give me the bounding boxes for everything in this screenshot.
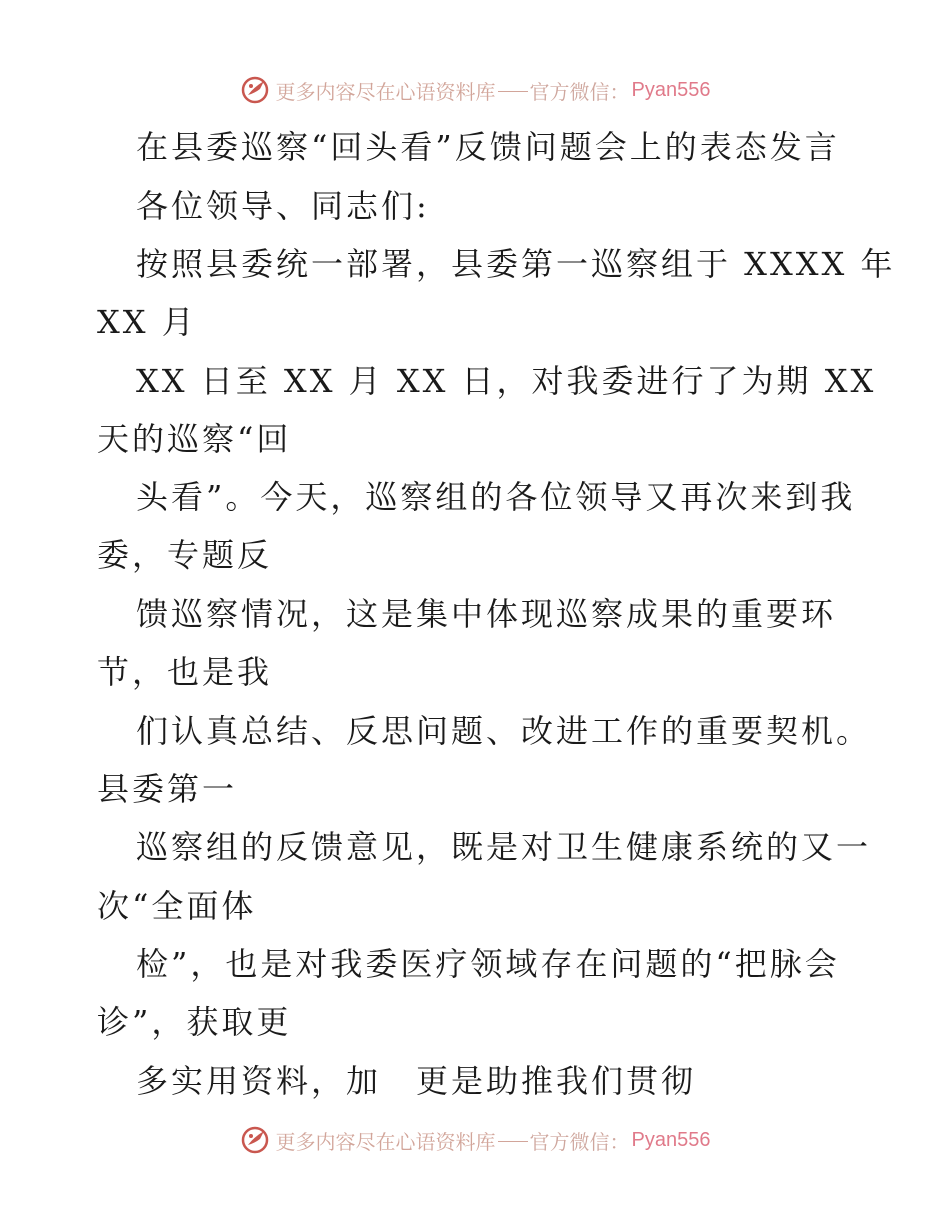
text-line: XX 月 xyxy=(97,303,197,341)
text-line: 诊”，获取更 xyxy=(97,1003,292,1041)
watermark-wechat-id: Pyan556 xyxy=(631,78,711,101)
salutation: 各位领导、同志们: xyxy=(136,187,430,225)
watermark-wechat-id: Pyan556 xyxy=(631,1128,711,1151)
brush-logo-icon xyxy=(240,75,270,105)
watermark-divider xyxy=(498,91,528,92)
header-watermark xyxy=(0,70,950,110)
text-line: 多实用资料，加 更是助推我们贯彻 xyxy=(136,1062,697,1100)
text-line: XX 日至 XX 月 XX 日，对我委进行了为期 XX xyxy=(136,362,877,400)
text-line: 头看”。今天，巡察组的各位领导又再次来到我 xyxy=(136,478,856,516)
watermark-text: 更多内容尽在心语资料库 xyxy=(275,1129,496,1154)
watermark-wechat-label: 官方微信： xyxy=(529,1129,630,1154)
watermark-divider xyxy=(498,1141,528,1142)
text-line: 巡察组的反馈意见，既是对卫生健康系统的又一 xyxy=(136,828,872,866)
document-title: 在县委巡察“回头看”反馈问题会上的表态发言 xyxy=(136,128,840,166)
watermark-wechat-label: 官方微信： xyxy=(529,79,630,104)
text-line: 馈巡察情况，这是集中体现巡察成果的重要环 xyxy=(136,595,837,633)
text-line: 县委第一 xyxy=(97,770,238,808)
watermark-text: 更多内容尽在心语资料库 xyxy=(275,79,496,104)
text-line: 们认真总结、反思问题、改进工作的重要契机。 xyxy=(136,712,872,750)
text-line: 天的巡察“回 xyxy=(97,420,292,458)
text-line: 节，也是我 xyxy=(97,653,273,691)
brush-logo-icon xyxy=(240,1125,270,1155)
text-line: 按照县委统一部署，县委第一巡察组于 XXXX 年 xyxy=(136,245,896,283)
text-line: 委，专题反 xyxy=(97,536,273,574)
text-line: 次“全面体 xyxy=(97,887,257,925)
footer-watermark xyxy=(0,1120,950,1160)
text-line: 检”，也是对我委医疗领域存在问题的“把脉会 xyxy=(136,945,840,983)
